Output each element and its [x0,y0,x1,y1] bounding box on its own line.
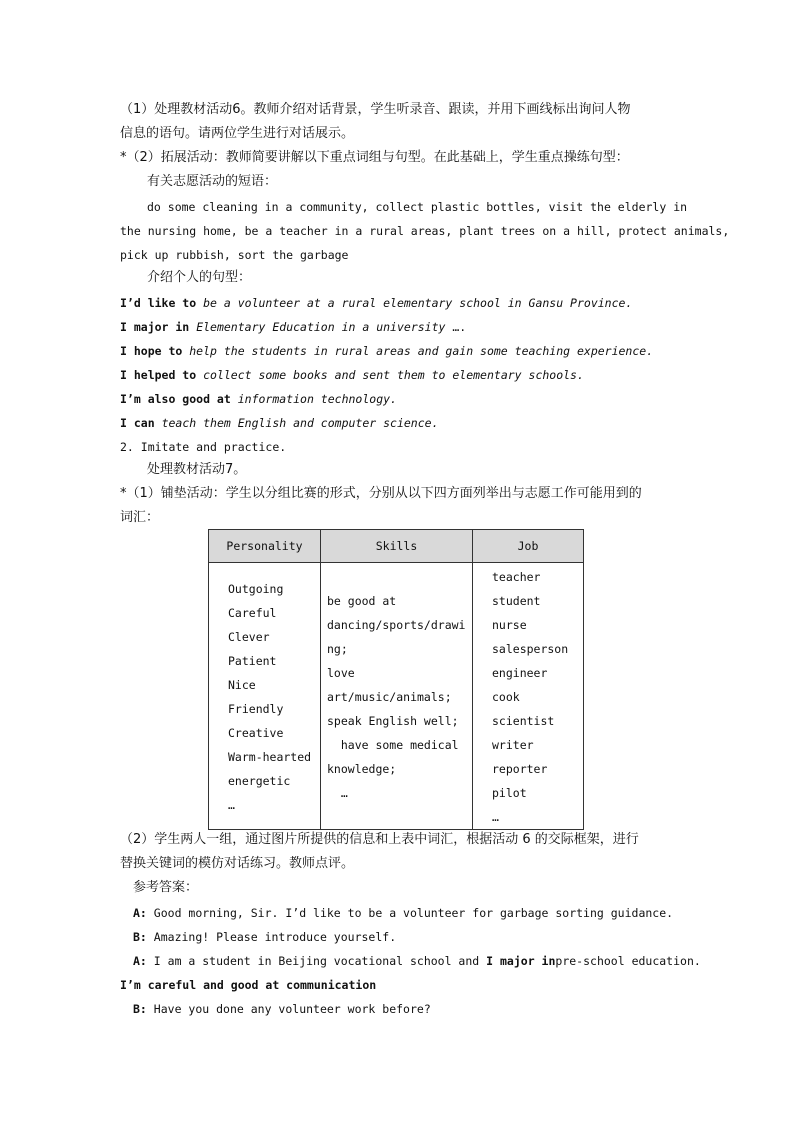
table-header-row [209,530,584,563]
list-item: pilot [492,786,527,800]
sentence-4-key: I helped to [120,368,197,382]
list-item: Warm-hearted [228,750,312,764]
sentence-6-body: teach them English and computer science. [161,416,439,430]
list-item: reporter [492,762,548,776]
para-warmup-line1: *（1）铺垫活动：学生以分组比赛的形式，分别从以下四方面列举出与志愿工作可能用到的 [120,486,642,501]
para-activity7: 处理教材活动7。 [147,462,247,477]
header-personality: Personality [209,530,321,563]
sentence-6 [120,414,439,432]
dialogue-text: I am a student in Beijing vocational school and [153,954,480,968]
list-item: have some medical [327,738,459,752]
sentence-2-ellipsis: …. [452,320,467,334]
list-item: salesperson [492,642,569,656]
list-item: dancing/sports/drawi [327,618,466,632]
dialogue-line-1 [133,904,673,922]
list-item: art/music/animals; [327,690,452,704]
sentence-2-body: Elementary Education in a university [196,320,446,334]
skills-list [321,563,472,805]
sentence-2-key: I major in [120,320,190,334]
phrases-line3: pick up rubbish, sort the garbage [120,248,349,262]
list-item: nurse [492,618,527,632]
dialogue-text: Good morning, Sir. I’d like to be a volunteer for garbage sorting guidance. [153,906,674,920]
header-job: Job [473,530,584,563]
dialogue-line-5 [133,1000,431,1018]
sentence-4-body: collect some books and sent them to elementary schools. [203,368,584,382]
list-item: Friendly [228,702,284,716]
para-activity6-line1: （1）处理教材活动6。教师介绍对话背景，学生听录音、跟读，并用下画线标出询问人物 [120,102,631,117]
list-item: ng; [327,642,348,656]
speaker-b: B: [133,930,147,944]
heading-reference-answer: 参考答案： [133,880,199,895]
sentence-5 [120,390,397,408]
para-activity6-line2: 信息的语句。请两位学生进行对话展示。 [120,126,355,141]
dialogue-text: Amazing! Please introduce yourself. [153,930,397,944]
table-row [209,563,584,830]
list-item: be good at [327,594,397,608]
sentence-5-body: information technology. [237,392,397,406]
list-item: love [327,666,355,680]
speaker-a: A: [133,906,147,920]
sentence-1-body: be a volunteer at a rural elementary school in Gansu Province. [203,296,633,310]
list-item: … [228,798,235,812]
list-item: Patient [228,654,277,668]
para-extension: *（2）拓展活动：教师简要讲解以下重点词组与句型。在此基础上，学生重点操练句型： [120,150,629,165]
job-list [473,563,583,829]
list-item: Careful [228,606,277,620]
speaker-a: A: [133,954,147,968]
list-item: speak English well; [327,714,459,728]
list-item: teacher [492,570,541,584]
sentence-6-key: I can [120,416,155,430]
para-pair-line2: 替换关键词的模仿对话练习。教师点评。 [120,856,355,871]
list-item: … [492,810,499,824]
dialogue-text: pre-school education. [555,954,701,968]
heading-personal-sentences: 介绍个人的句型： [147,270,252,285]
vocabulary-table [208,529,584,830]
sentence-1 [120,294,632,312]
list-item: Nice [228,678,256,692]
dialogue-key-phrase: I major in [486,954,556,968]
list-item: knowledge; [327,762,397,776]
heading-imitate: 2. Imitate and practice. [120,440,287,454]
sentence-1-key: I’d like to [120,296,197,310]
list-item: Clever [228,630,270,644]
list-item: Creative [228,726,284,740]
personality-list [209,563,320,817]
para-warmup-line2: 词汇： [120,510,160,525]
list-item: energetic [228,774,291,788]
sentence-2 [120,318,466,336]
list-item: student [492,594,541,608]
list-item: writer [492,738,534,752]
dialogue-line-2 [133,928,396,946]
speaker-b: B: [133,1002,147,1016]
sentence-3-key: I hope to [120,344,183,358]
sentence-5-key: I’m also good at [120,392,231,406]
dialogue-text: Have you done any volunteer work before? [153,1002,431,1016]
list-item: Outgoing [228,582,284,596]
phrases-line1: do some cleaning in a community, collect plastic bottles, visit the elderly in [147,200,688,214]
sentence-3-body: help the students in rural areas and gain some teaching experience. [189,344,654,358]
list-item: engineer [492,666,548,680]
phrases-line2: the nursing home, be a teacher in a rural areas, plant trees on a hill, protect animals, [120,224,730,238]
sentence-3 [120,342,653,360]
para-pair-line1: （2）学生两人一组，通过图片所提供的信息和上表中词汇，根据活动 6 的交际框架，进行 [120,832,639,847]
sentence-4 [120,366,584,384]
dialogue-line-4: I’m careful and good at communication [120,978,377,992]
heading-volunteer-phrases: 有关志愿活动的短语： [147,174,278,189]
header-skills: Skills [321,530,473,563]
list-item: cook [492,690,520,704]
list-item: scientist [492,714,555,728]
dialogue-line-3 [133,952,701,970]
list-item: … [327,786,348,800]
